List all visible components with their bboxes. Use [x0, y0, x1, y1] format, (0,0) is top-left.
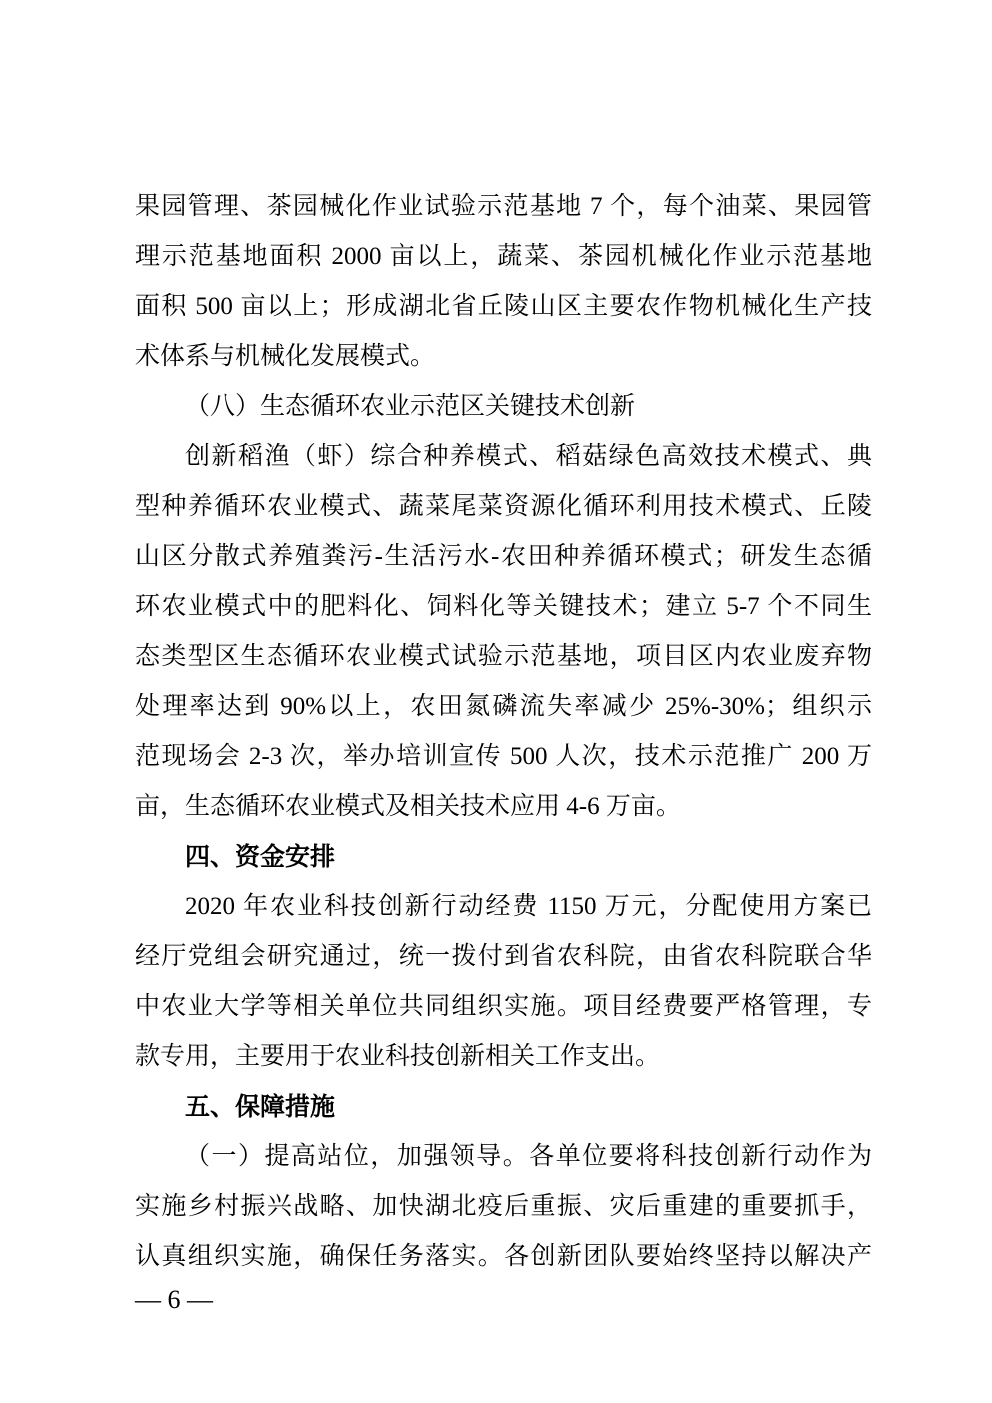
- body-line: 款专用，主要用于农业科技创新相关工作支出。: [135, 1043, 661, 1070]
- body-line: 实施乡村振兴战略、加快湖北疫后重振、灾后重建的重要抓手，: [135, 1193, 872, 1220]
- body-line: （一）提高站位，加强领导。各单位要将科技创新行动作为: [185, 1143, 872, 1170]
- body-line: 处理率达到 90%以上，农田氮磷流失率减少 25%-30%；组织示: [135, 693, 872, 720]
- body-line: 果园管理、茶园械化作业试验示范基地 7 个，每个油菜、果园管: [135, 193, 872, 220]
- body-line: 理示范基地面积 2000 亩以上，蔬菜、茶园机械化作业示范基地: [135, 243, 872, 270]
- document-body: [135, 182, 872, 1282]
- heading-section-4-funding: 四、资金安排: [185, 843, 336, 871]
- body-line: 认真组织实施，确保任务落实。各创新团队要始终坚持以解决产: [135, 1243, 872, 1270]
- body-line: 亩，生态循环农业模式及相关技术应用 4-6 万亩。: [135, 793, 681, 820]
- body-line: 2020 年农业科技创新行动经费 1150 万元，分配使用方案已: [185, 893, 872, 920]
- body-line: 术体系与机械化发展模式。: [135, 343, 436, 370]
- body-line: 经厅党组会研究通过，统一拨付到省农科院，由省农科院联合华: [135, 943, 872, 970]
- body-line: 创新稻渔（虾）综合种养模式、稻菇绿色高效技术模式、典: [185, 443, 872, 470]
- body-line: 型种养循环农业模式、蔬菜尾菜资源化循环利用技术模式、丘陵: [135, 493, 872, 520]
- body-line: 范现场会 2-3 次，举办培训宣传 500 人次，技术示范推广 200 万: [135, 743, 872, 770]
- page-number: — 6 —: [135, 1285, 213, 1314]
- heading-section-5-safeguards: 五、保障措施: [185, 1093, 336, 1121]
- body-line: 山区分散式养殖粪污-生活污水-农田种养循环模式；研发生态循: [135, 543, 872, 570]
- body-line: 环农业模式中的肥料化、饲料化等关键技术；建立 5-7 个不同生: [135, 593, 872, 620]
- heading-section-8: （八）生态循环农业示范区关键技术创新: [185, 393, 636, 420]
- body-line: 中农业大学等相关单位共同组织实施。项目经费要严格管理，专: [135, 993, 872, 1020]
- body-line: 态类型区生态循环农业模式试验示范基地，项目区内农业废弃物: [135, 643, 872, 670]
- body-line: 面积 500 亩以上；形成湖北省丘陵山区主要农作物机械化生产技: [135, 293, 872, 320]
